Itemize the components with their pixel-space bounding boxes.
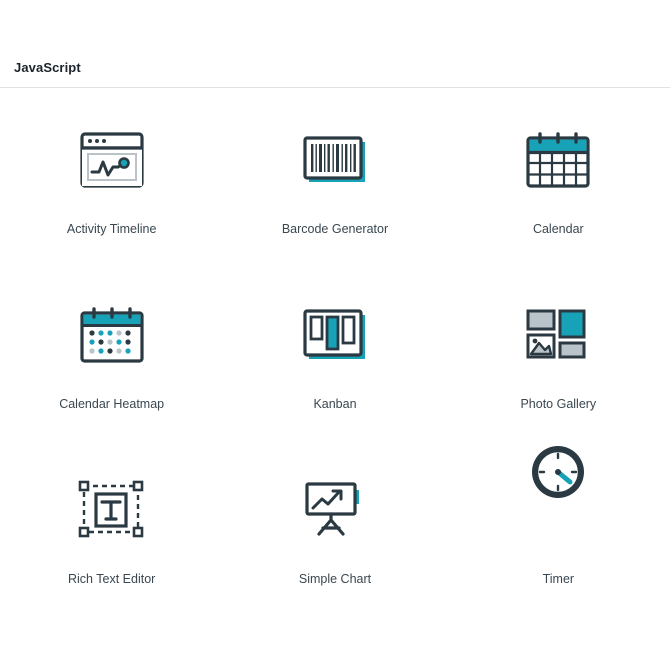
tile-label: Activity Timeline	[66, 222, 157, 236]
tile-label: Kanban	[313, 397, 357, 411]
tile-photo-gallery	[447, 263, 670, 438]
barcode-generator-icon	[295, 120, 375, 200]
calendar-heatmap-icon	[72, 295, 152, 375]
tile-simple-chart[interactable]	[223, 438, 446, 613]
kanban-icon	[295, 295, 375, 375]
tile-label: Timer	[542, 572, 575, 586]
tile-label: Simple Chart	[298, 572, 372, 586]
tile-rich-text-editor[interactable]	[0, 438, 223, 613]
tile-barcode-generator[interactable]	[223, 88, 446, 263]
tile-label: Calendar	[532, 222, 584, 236]
tile-label: Calendar Heatmap	[59, 397, 165, 411]
tile-calendar-heatmap[interactable]	[0, 263, 223, 438]
timer-icon	[518, 470, 598, 550]
activity-timeline-icon	[72, 120, 152, 200]
tile-label: Rich Text Editor	[68, 572, 156, 586]
tile-label: Barcode Generator	[281, 222, 389, 236]
photo-gallery-icon	[518, 295, 598, 375]
tile-activity-timeline[interactable]	[0, 88, 223, 263]
tile-calendar[interactable]	[447, 88, 670, 263]
tile-kanban[interactable]	[223, 263, 446, 438]
tile-label: Photo Gallery	[520, 397, 597, 411]
tile-timer[interactable]	[447, 438, 670, 613]
rich-text-editor-icon	[72, 470, 152, 550]
simple-chart-icon	[295, 470, 375, 550]
demo-grid	[0, 88, 670, 613]
calendar-icon	[518, 120, 598, 200]
section-title: JavaScript	[14, 60, 81, 75]
